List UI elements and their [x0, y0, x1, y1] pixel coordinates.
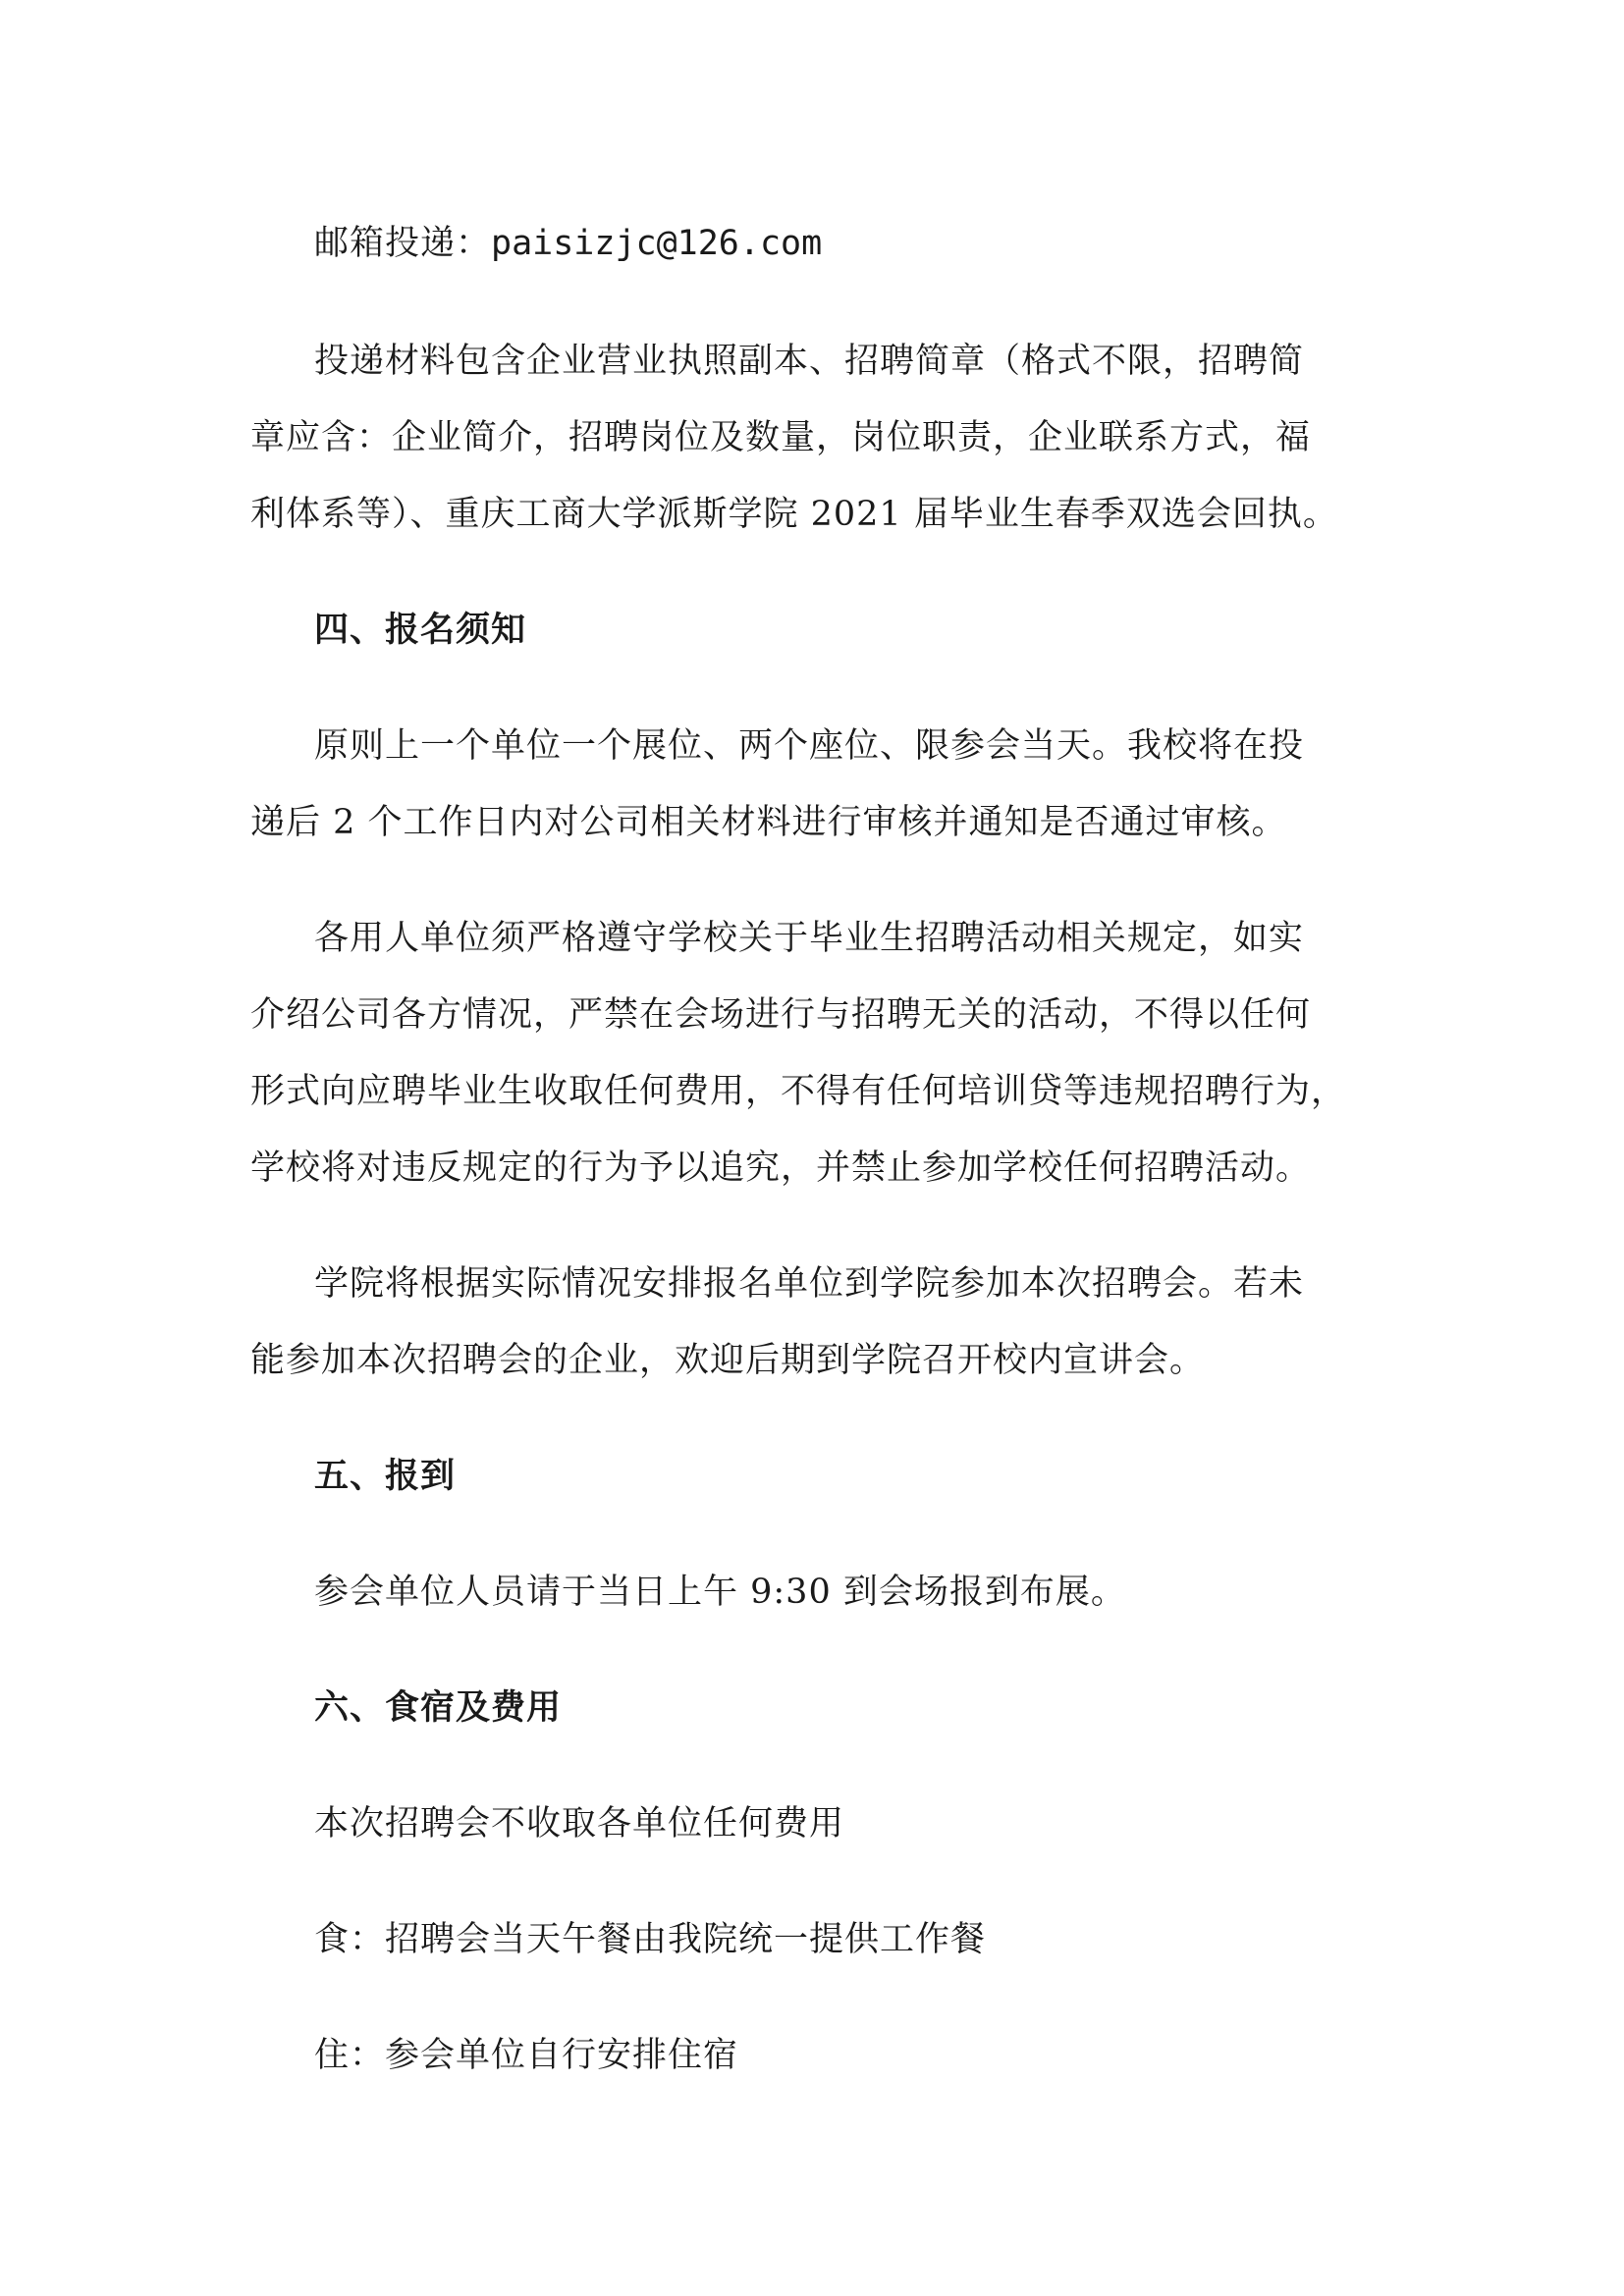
section-4-heading: 四、报名须知 [314, 611, 527, 650]
section-4-para-3-line-1: 学院将根据实际情况安排报名单位到学院参加本次招聘会。若未 [314, 1264, 1305, 1304]
materials-paragraph-line-1: 投递材料包含企业营业执照副本、招聘简章（格式不限，招聘简 [314, 342, 1305, 381]
section-4-para-3-line-2: 能参加本次招聘会的企业，欢迎后期到学院召开校内宣讲会。 [250, 1341, 1206, 1380]
section-4-para-1-line-1: 原则上一个单位一个展位、两个座位、限参会当天。我校将在投 [314, 726, 1305, 766]
section-5-para-1: 参会单位人员请于当日上午 9:30 到会场报到布展。 [314, 1573, 1126, 1612]
section-4-para-2-line-2: 介绍公司各方情况，严禁在会场进行与招聘无关的活动，不得以任何 [250, 995, 1312, 1035]
section-4-para-1-line-2: 递后 2 个工作日内对公司相关材料进行审核并通知是否通过审核。 [250, 803, 1287, 842]
section-5-heading: 五、报到 [314, 1457, 457, 1496]
section-6-fee: 本次招聘会不收取各单位任何费用 [314, 1804, 845, 1843]
section-6-lodging: 住：参会单位自行安排住宿 [314, 2036, 739, 2075]
section-6-food: 食：招聘会当天午餐由我院统一提供工作餐 [314, 1920, 987, 1959]
email-address: paisizjc@126.com [491, 224, 823, 263]
section-4-para-2-line-4: 学校将对违反规定的行为予以追究，并禁止参加学校任何招聘活动。 [250, 1148, 1312, 1188]
materials-paragraph-line-3: 利体系等）、重庆工商大学派斯学院 2021 届毕业生春季双选会回执。 [250, 495, 1338, 534]
section-4-para-2-line-3: 形式向应聘毕业生收取任何费用，不得有任何培训贷等违规招聘行为， [250, 1072, 1347, 1111]
materials-paragraph-line-2: 章应含：企业简介，招聘岗位及数量，岗位职责，企业联系方式，福 [250, 418, 1312, 457]
email-label: 邮箱投递： [314, 224, 492, 263]
section-6-heading: 六、食宿及费用 [314, 1688, 563, 1728]
section-4-para-2-line-1: 各用人单位须严格遵守学校关于毕业生招聘活动相关规定，如实 [314, 919, 1305, 958]
email-line [314, 224, 822, 263]
